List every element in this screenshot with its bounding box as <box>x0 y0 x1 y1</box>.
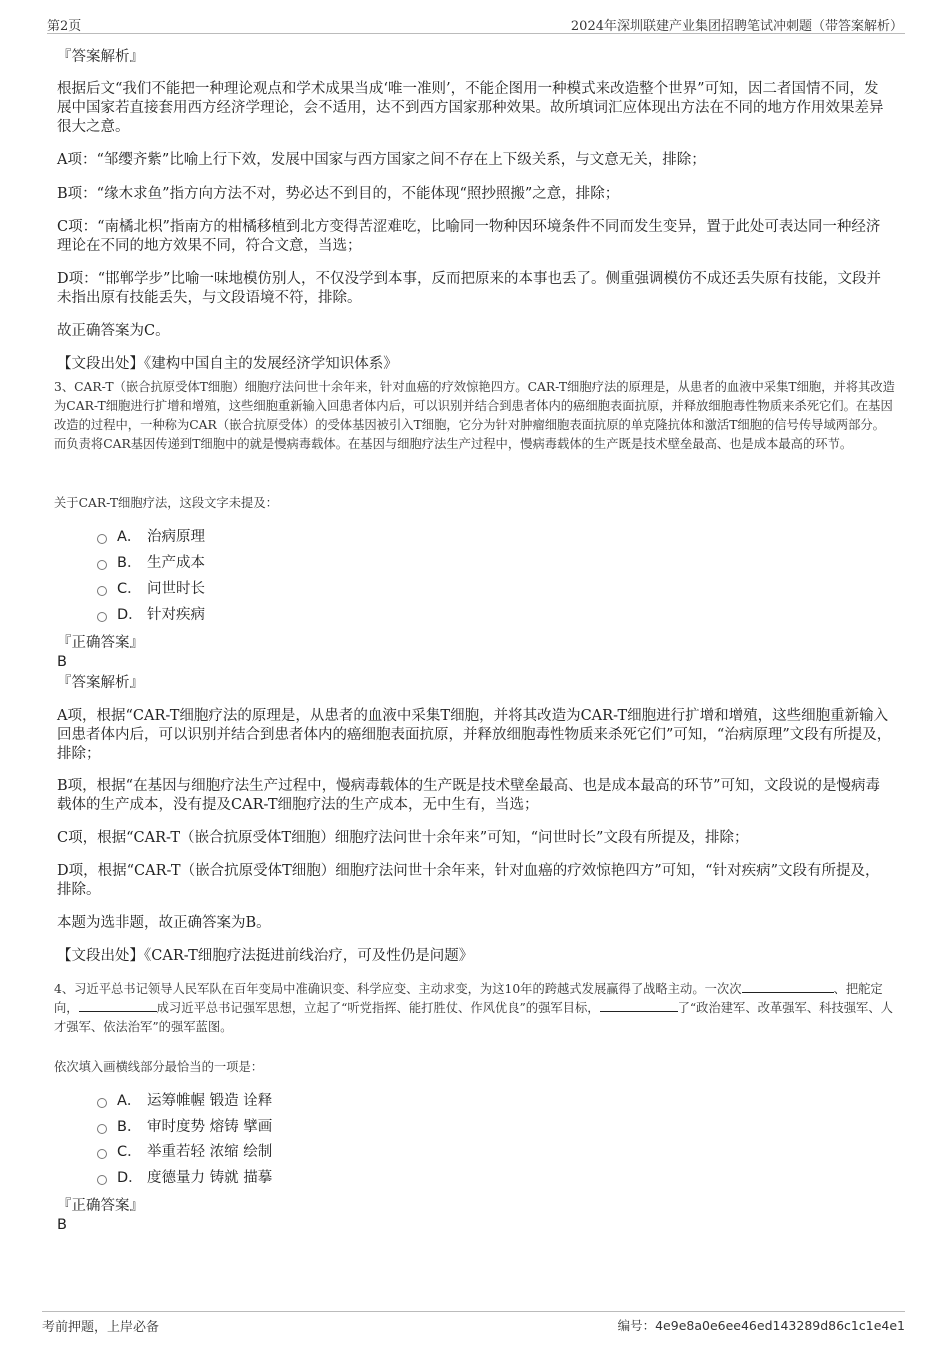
q2-source: 【文段出处】《建构中国自主的发展经济学知识体系》 <box>57 356 398 372</box>
q3-option-a[interactable]: A． 治病原理 <box>97 526 205 548</box>
answer-blank <box>742 981 834 993</box>
page-footer <box>42 1311 905 1333</box>
q2-analysis-intro: 根据后文“我们不能把一种理论观点和学术成果当成‘唯一准则’，不能企图用一种模式来改造整个世界”可知，因二者国情不同，发展中国家若直接套用西方经济学理论，会不适用，达不到西方国家那种效果。故所填词汇应体现出方法在不同的地方作用效果差异很大之意。 <box>57 81 884 135</box>
q3-option-b-analysis: B项，根据“在基因与细胞疗法生产过程中，慢病毒载体的生产既是技术壁垒最高、也是成本最高的环节”可知，文段说的是慢病毒载体的生产成本，没有提及CAR-T细胞疗法的生产成本，无中生有，当选； <box>57 778 880 813</box>
q2-option-b-analysis: B项：“缘木求鱼”指方向方法不对，势必达不到目的，不能体现“照抄照搬”之意，排除； <box>57 186 620 202</box>
radio-icon[interactable] <box>97 1175 107 1185</box>
q4-option-a[interactable]: A． 运筹帷幄 锻造 诠释 <box>97 1090 272 1112</box>
document-title: 2024年深圳联建产业集团招聘笔试冲刺题（带答案解析） <box>570 19 903 34</box>
q3-option-d[interactable]: D． 针对疾病 <box>97 604 205 626</box>
q3-source: 【文段出处】《CAR-T细胞疗法挺进前线治疗，可及性仍是问题》 <box>57 948 474 964</box>
q2-analysis-label: 『答案解析』 <box>57 49 144 65</box>
q3-option-b[interactable]: B． 生产成本 <box>97 552 205 574</box>
q3-option-d-analysis: D项，根据“CAR-T（嵌合抗原受体T细胞）细胞疗法问世十余年来，针对血癌的疗效惊艳四方”可知，“针对疾病”文段有所提及，排除。 <box>57 863 880 898</box>
q4-option-d[interactable]: D． 度德量力 铸就 描摹 <box>97 1167 272 1189</box>
radio-icon[interactable] <box>97 586 107 596</box>
radio-icon[interactable] <box>97 612 107 622</box>
q2-conclusion: 故正确答案为C。 <box>57 323 170 339</box>
q3-option-a-analysis: A项，根据“CAR-T细胞疗法的原理是，从患者的血液中采集T细胞，并将其改造为CAR-T细胞进行扩增和增殖，这些细胞重新输入回患者体内后，可以识别并结合到患者体内的癌细胞表面抗原，并释放细胞毒性物质来杀死它们”可知，“治病原理”文段有所提及，排除； <box>57 708 892 762</box>
page-header <box>47 14 905 34</box>
q3-option-c-analysis: C项，根据“CAR-T（嵌合抗原受体T细胞）细胞疗法问世十余年来”可知，“问世时长”文段有所提及，排除； <box>57 830 749 846</box>
page-number: 第2页 <box>47 19 82 34</box>
radio-icon[interactable] <box>97 560 107 570</box>
q2-option-a-analysis: A项：“邹缨齐紫”比喻上行下效，发展中国家与西方国家之间不存在上下级关系，与文意无关，排除； <box>57 152 706 168</box>
q4-option-c[interactable]: C． 举重若轻 浓缩 绘制 <box>97 1141 272 1163</box>
q3-conclusion: 本题为选非题，故正确答案为B。 <box>57 915 271 931</box>
q2-option-d-analysis: D项：“邯郸学步”比喻一味地模仿别人，不仅没学到本事，反而把原来的本事也丢了。侧重强调模仿不成还丢失原有技能，文段并未指出原有技能丢失，与文段语境不符，排除。 <box>57 271 881 306</box>
q3-stem: 3、CAR-T（嵌合抗原受体T细胞）细胞疗法问世十余年来，针对血癌的疗效惊艳四方。CAR-T细胞疗法的原理是，从患者的血液中采集T细胞，并将其改造为CAR-T细胞进行扩增和增殖，这些细胞重新输入回患者体内后，可以识别并结合到患者体内的癌细胞表面抗原，并释放细胞毒性物质来杀死它们。在基因改造的过程中，一种称为CAR（嵌合抗原受体）的受体基因被引入T细胞，它分为针对肿瘤细胞表面抗原的单克隆抗体和激活T细胞的信号传导域两部分。而负责将CAR基因传递到T细胞中的就是慢病毒载体。在基因与细胞疗法生产过程中，慢病毒载体的生产既是技术壁垒最高、也是成本最高的环节。 <box>54 380 895 451</box>
answer-blank <box>79 1000 157 1012</box>
q4-stem: 4、习近平总书记领导人民军队在百年变局中准确识变、科学应变、主动求变，为这10年的跨越式发展赢得了战略主动。一次次 、把舵定向， 成习近平总书记强军思想，立起了“听党指挥、能打胜仗、作风优良”的强军目标， 了“政治建军、改革强军、科技强军、人才强军、依法治军”的强军蓝图。 <box>54 982 893 1034</box>
q4-option-b[interactable]: B． 审时度势 熔铸 擘画 <box>97 1116 272 1138</box>
radio-icon[interactable] <box>97 1098 107 1108</box>
q3-question: 关于CAR-T细胞疗法，这段文字未提及： <box>54 496 278 510</box>
answer-blank <box>600 1000 678 1012</box>
q3-option-c[interactable]: C． 问世时长 <box>97 578 205 600</box>
q3-analysis-label: 『答案解析』 <box>57 675 144 691</box>
q2-option-c-analysis: C项：“南橘北枳”指南方的柑橘移植到北方变得苦涩难吃，比喻同一物种因环境条件不同而发生变异，置于此处可表达同一种经济理论在不同的地方效果不同，符合文意，当选； <box>57 219 881 254</box>
document-code: 编号：4e9e8a0e6ee46ed143289d86c1c1e4e1 <box>617 1318 905 1333</box>
q4-correct-label: 『正确答案』 <box>57 1198 144 1214</box>
radio-icon[interactable] <box>97 1149 107 1159</box>
q4-correct-answer: B <box>57 1217 67 1233</box>
radio-icon[interactable] <box>97 534 107 544</box>
footer-slogan: 考前押题，上岸必备 <box>42 1320 160 1335</box>
q3-correct-answer: B <box>57 654 67 670</box>
q4-question: 依次填入画横线部分最恰当的一项是： <box>54 1060 264 1074</box>
q3-correct-label: 『正确答案』 <box>57 635 144 651</box>
radio-icon[interactable] <box>97 1124 107 1134</box>
